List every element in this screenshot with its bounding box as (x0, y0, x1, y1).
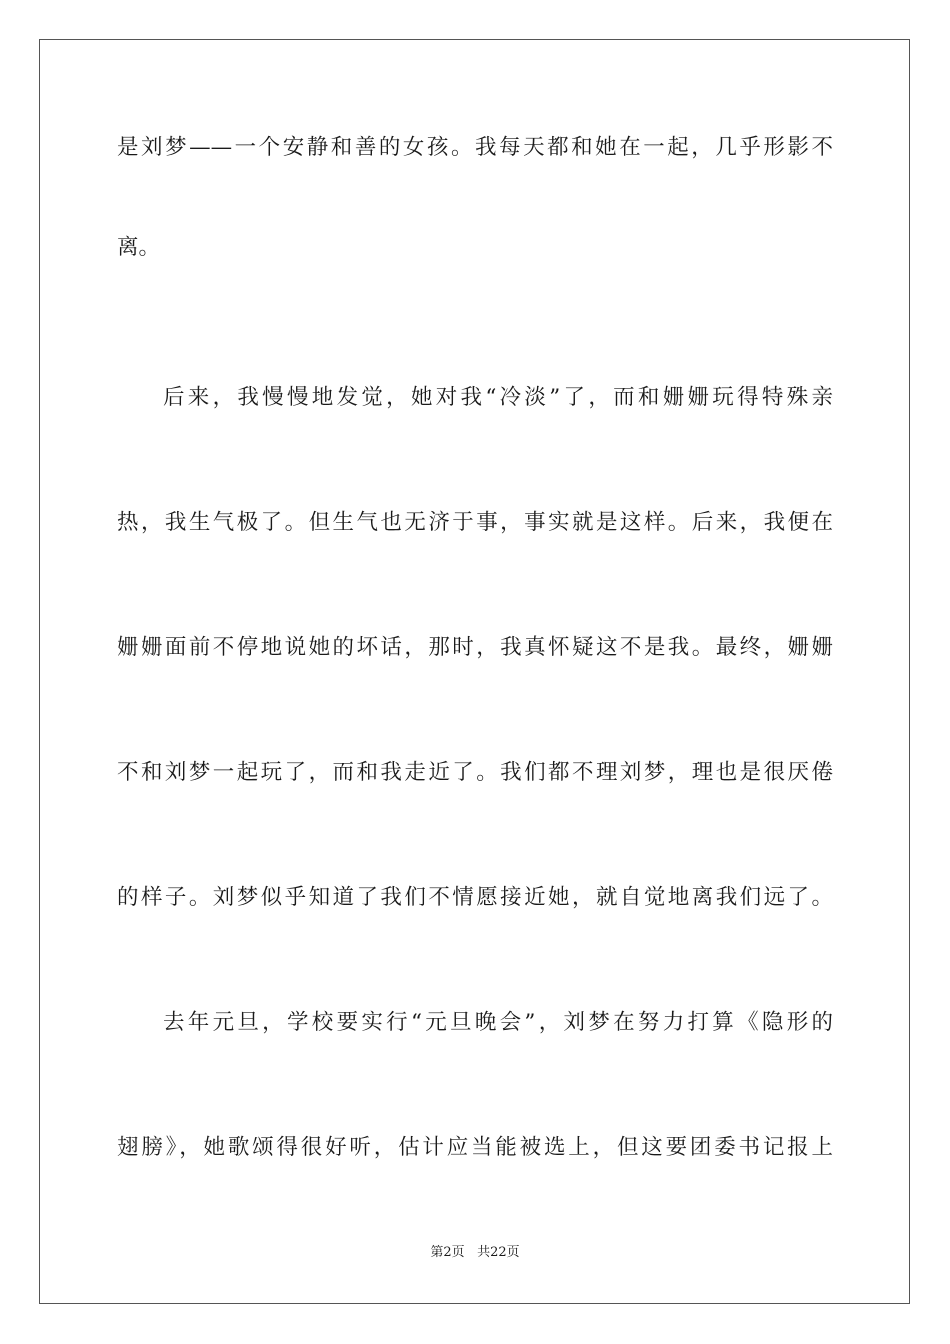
text-line-1: 是刘梦——一个安静和善的女孩。我每天都和她在一起，几乎形影不 (117, 135, 833, 160)
text-line-8: 去年元旦，学校要实行“元旦晚会”，刘梦在努力打算《隐形的 (163, 1010, 833, 1035)
page-number: 第2页 (430, 1245, 465, 1260)
page-border (39, 39, 910, 1304)
text-line-7: 的样子。刘梦似乎知道了我们不情愿接近她，就自觉地离我们远了。 (117, 885, 833, 910)
text-line-6: 不和刘梦一起玩了，而和我走近了。我们都不理刘梦，理也是很厌倦 (117, 760, 833, 785)
text-line-4: 热，我生气极了。但生气也无济于事，事实就是这样。后来，我便在 (117, 510, 833, 535)
text-line-9: 翅膀》，她歌颂得很好听，估计应当能被选上，但这要团委书记报上 (117, 1135, 833, 1160)
text-line-2: 离。 (117, 235, 161, 260)
page-total: 共22页 (477, 1245, 520, 1260)
text-line-5: 姗姗面前不停地说她的坏话，那时，我真怀疑这不是我。最终，姗姗 (117, 635, 833, 660)
text-line-3: 后来，我慢慢地发觉，她对我“冷淡”了，而和姗姗玩得特殊亲 (163, 385, 833, 410)
page-footer (0, 1244, 950, 1262)
